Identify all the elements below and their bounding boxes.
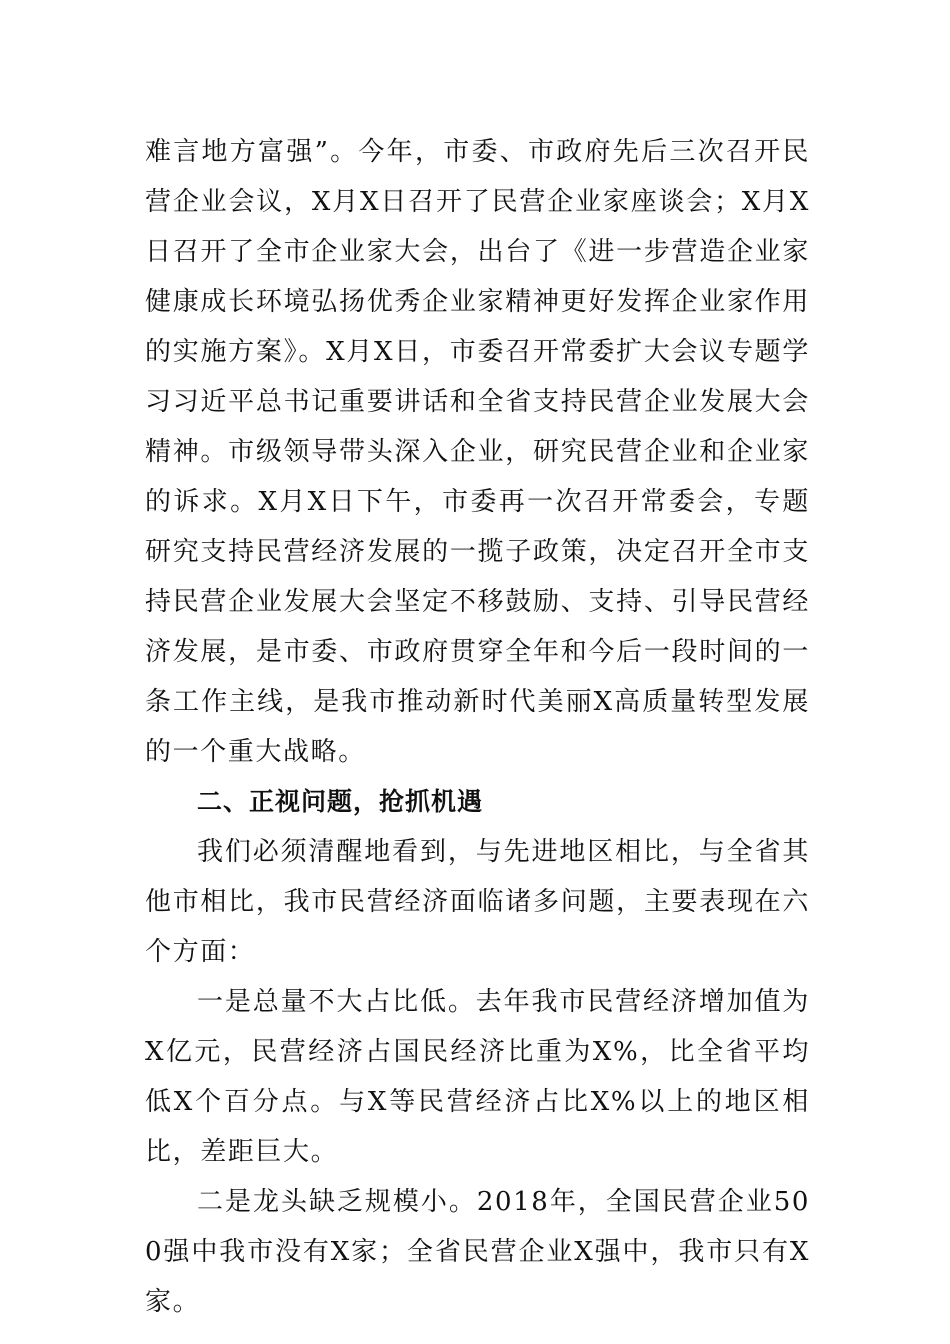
document-body [145,127,810,1327]
paragraph-4: 二是龙头缺乏规模小。2018年，全国民营企业500强中我市没有X家；全省民营企业X强中，我市只有X家。 [145,1187,810,1317]
paragraph-2: 我们必须清醒地看到，与先进地区相比，与全省其他市相比，我市民营经济面临诸多问题，主要表现在六个方面： [145,837,810,967]
section-heading: 二、正视问题，抢抓机遇 [197,787,484,816]
paragraph-1: 难言地方富强”。今年，市委、市政府先后三次召开民营企业会议，X月X日召开了民营企业家座谈会；X月X日召开了全市企业家大会，出台了《进一步营造企业家健康成长环境弘扬优秀企业家精神更好发挥企业家作用的实施方案》。X月X日，市委召开常委扩大会议专题学习习近平总书记重要讲话和全省支持民营企业发展大会精神。市级领导带头深入企业，研究民营企业和企业家的诉求。X月X日下午，市委再一次召开常委会，专题研究支持民营经济发展的一揽子政策，决定召开全市支持民营企业发展大会坚定不移鼓励、支持、引导民营经济发展，是市委、市政府贯穿全年和今后一段时间的一条工作主线，是我市推动新时代美丽X高质量转型发展的一个重大战略。 [145,137,810,767]
paragraph-3: 一是总量不大占比低。去年我市民营经济增加值为X亿元，民营经济占国民经济比重为X%，比全省平均低X个百分点。与X等民营经济占比X%以上的地区相比，差距巨大。 [145,987,810,1167]
